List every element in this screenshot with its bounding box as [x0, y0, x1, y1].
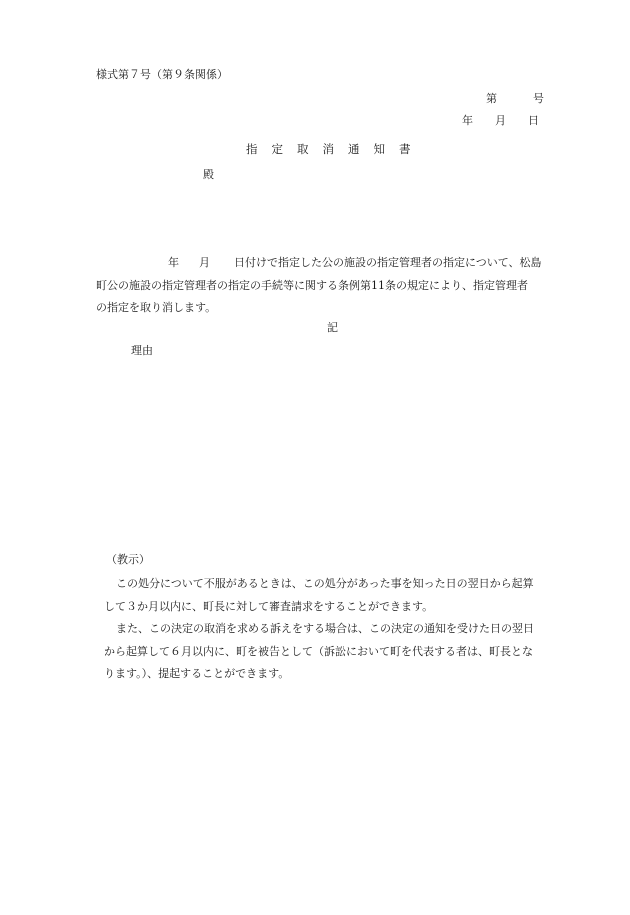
notice-p2-line-3: ります。）、提起することができます。 — [104, 667, 290, 680]
notice-p2-line-1: また、この決定の取消を求める訴えをする場合は、この決定の通知を受けた日の翌日 — [116, 622, 534, 635]
body-line-3: の指定を取り消します。 — [96, 301, 217, 314]
date-day: 日 — [528, 114, 539, 127]
document-title: 指定取消通知書 — [246, 142, 425, 156]
notice-paragraph-1 — [104, 573, 584, 618]
date-year: 年 — [462, 114, 473, 127]
ki-heading: 記 — [327, 321, 338, 334]
body-line-2: 町公の施設の指定管理者の指定の手続等に関する条例第11条の規定により、指定管理者 — [96, 278, 528, 292]
notice-p1-line-2: して３か月以内に、町長に対して審査請求をすることができます。 — [104, 599, 434, 613]
document-number-suffix: 号 — [533, 92, 544, 105]
body-month: 月 — [199, 256, 210, 269]
notice-heading: （教示） — [106, 553, 150, 566]
form-number-label: 様式第７号（第９条関係） — [96, 68, 228, 81]
document-number-line — [486, 92, 544, 105]
notice-p1-line-1: この処分について不服があるときは、この処分があった事を知った日の翌日から起算 — [116, 577, 534, 590]
addressee-honorific: 殿 — [203, 168, 214, 181]
notice-paragraph-2 — [104, 618, 584, 686]
body-paragraph — [96, 252, 576, 320]
body-line-1-text: 日付けで指定した公の施設の指定管理者の指定について、松島 — [234, 256, 542, 269]
date-month: 月 — [495, 114, 506, 127]
issue-date-line — [462, 114, 539, 127]
body-line-1 — [96, 252, 576, 275]
notice-p2-line-2: から起算して６月以内に、町を被告として（訴訟において町を代表する者は、町長とな — [104, 644, 533, 658]
document-number-prefix: 第 — [486, 92, 497, 105]
body-year: 年 — [168, 256, 179, 269]
reason-label: 理由 — [131, 344, 153, 357]
